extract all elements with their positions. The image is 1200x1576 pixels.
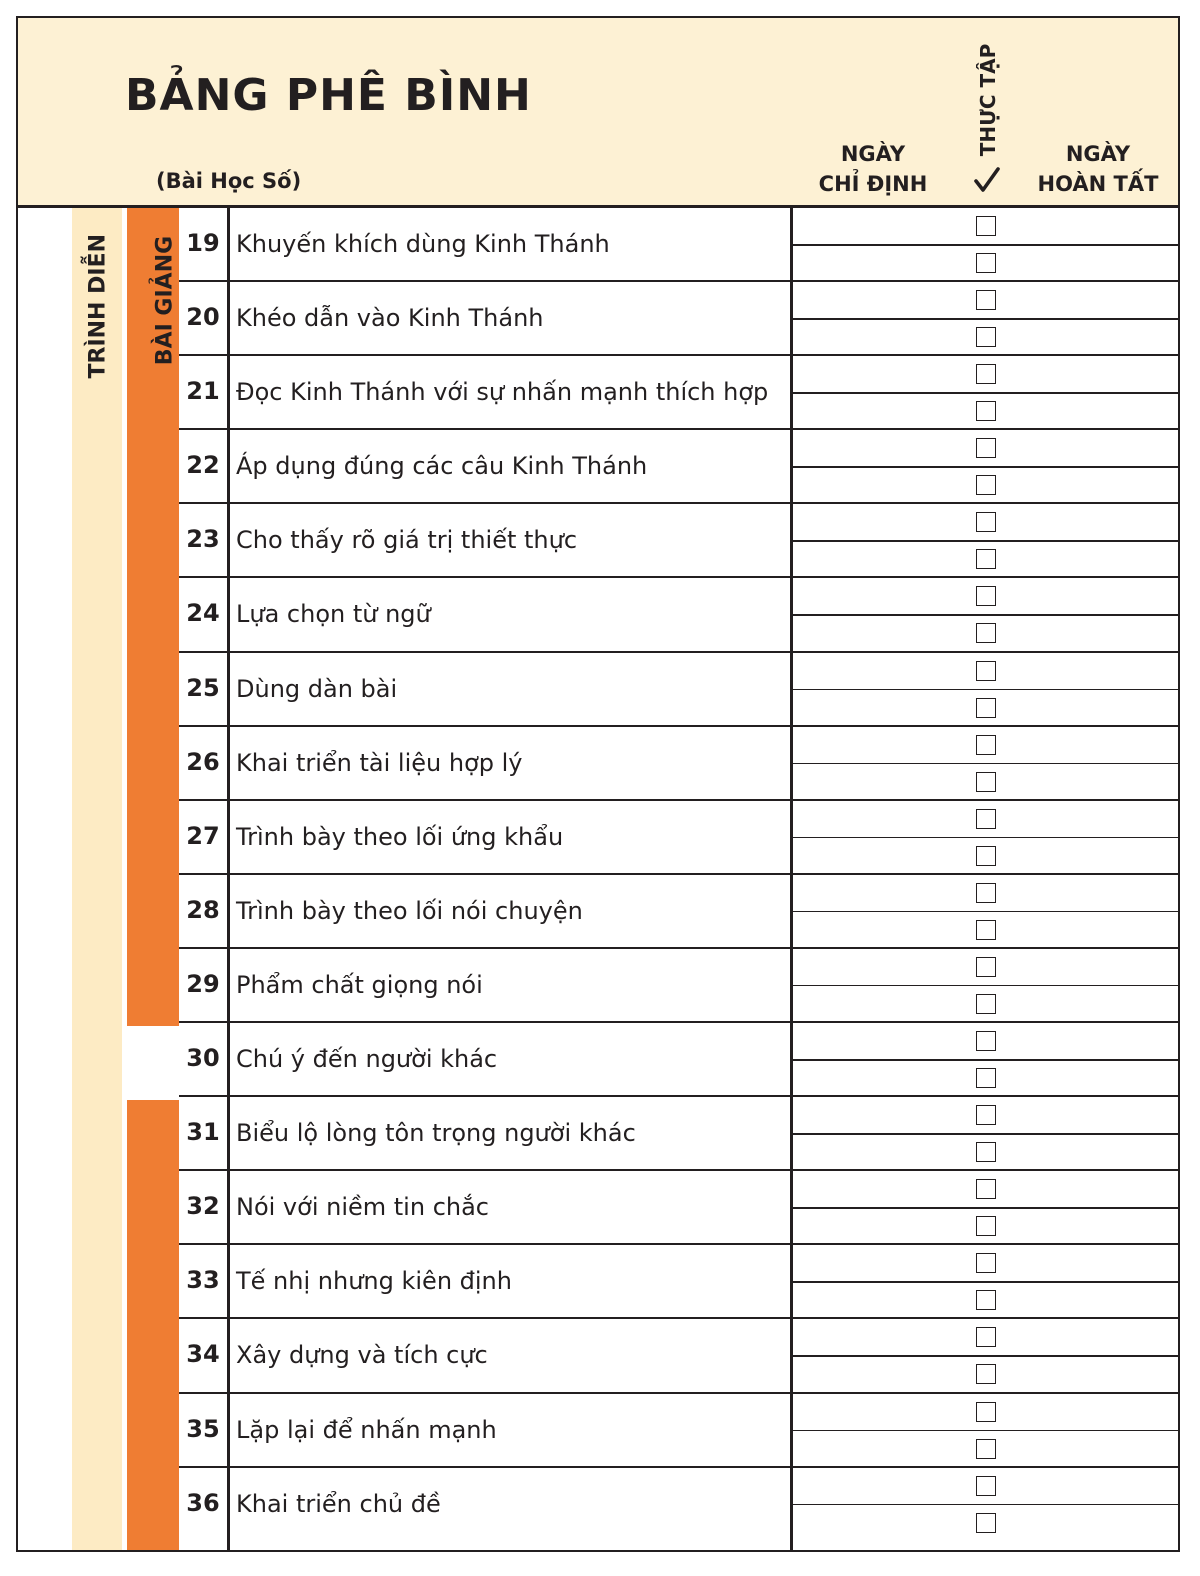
practice-checkbox[interactable] <box>976 1439 996 1459</box>
lesson-row <box>179 1394 1178 1468</box>
practice-checkbox[interactable] <box>976 698 996 718</box>
practice-checkbox[interactable] <box>976 549 996 569</box>
practice-checkbox[interactable] <box>976 1031 996 1051</box>
lesson-title: Lặp lại để nhấn mạnh <box>236 1415 497 1444</box>
practice-checkbox[interactable] <box>976 1253 996 1273</box>
practice-checkbox[interactable] <box>976 401 996 421</box>
lesson-number: 30 <box>186 1044 220 1073</box>
counsel-form <box>16 16 1180 1552</box>
lesson-number: 28 <box>186 895 220 924</box>
practice-checkbox[interactable] <box>976 957 996 977</box>
practice-checkbox[interactable] <box>976 772 996 792</box>
lesson-number: 36 <box>186 1488 220 1517</box>
lesson-number: 21 <box>186 377 220 406</box>
lesson-row <box>179 653 1178 727</box>
date-entry-divider <box>793 1430 1178 1432</box>
date-entry-divider <box>793 1133 1178 1135</box>
practice-checkbox[interactable] <box>976 846 996 866</box>
practice-checkbox[interactable] <box>976 1216 996 1236</box>
practice-checkbox[interactable] <box>976 1327 996 1347</box>
lesson-title: Phẩm chất giọng nói <box>236 970 483 999</box>
lesson-row <box>179 801 1178 875</box>
lesson-row <box>179 208 1178 282</box>
lesson-row <box>179 1097 1178 1171</box>
category-label-talk: BÀI GIẢNG <box>152 235 178 366</box>
lesson-title: Nói với niềm tin chắc <box>236 1193 489 1222</box>
practice-checkbox[interactable] <box>976 994 996 1014</box>
lesson-number: 23 <box>186 525 220 554</box>
column-header-date-assigned-line1: NGÀY <box>840 142 906 166</box>
lesson-title: Cho thấy rõ giá trị thiết thực <box>236 526 578 555</box>
lesson-row <box>179 1171 1178 1245</box>
lesson-number: 25 <box>186 673 220 702</box>
category-band-presentation <box>72 208 122 1550</box>
practice-checkbox[interactable] <box>976 327 996 347</box>
date-entry-divider <box>793 1281 1178 1283</box>
practice-checkbox[interactable] <box>976 1142 996 1162</box>
lesson-title: Áp dụng đúng các câu Kinh Thánh <box>236 452 648 481</box>
lesson-title: Trình bày theo lối ứng khẩu <box>236 822 564 851</box>
date-entry-divider <box>793 837 1178 839</box>
lesson-title: Khai triển chủ đề <box>236 1489 441 1518</box>
lesson-row <box>179 356 1178 430</box>
lesson-number: 26 <box>186 747 220 776</box>
form-header <box>18 18 1178 208</box>
lesson-title: Lựa chọn từ ngữ <box>236 600 431 629</box>
lesson-title: Tế nhị nhưng kiên định <box>236 1267 512 1296</box>
lesson-row <box>179 875 1178 949</box>
lesson-number: 27 <box>186 821 220 850</box>
practice-checkbox[interactable] <box>976 883 996 903</box>
practice-checkbox[interactable] <box>976 735 996 755</box>
column-header-practice-label: THỰC TẬP <box>976 43 1000 157</box>
lesson-number: 31 <box>186 1118 220 1147</box>
date-entry-divider <box>793 763 1178 765</box>
column-header-date-completed <box>1023 139 1173 199</box>
lesson-title: Biểu lộ lòng tôn trọng người khác <box>236 1119 636 1148</box>
lesson-title: Chú ý đến người khác <box>236 1045 498 1074</box>
lesson-row <box>179 949 1178 1023</box>
column-header-date-completed-line1: NGÀY <box>1065 142 1131 166</box>
practice-checkbox[interactable] <box>976 290 996 310</box>
practice-checkbox[interactable] <box>976 364 996 384</box>
practice-checkbox[interactable] <box>976 1105 996 1125</box>
lesson-number: 35 <box>186 1414 220 1443</box>
practice-checkbox[interactable] <box>976 1513 996 1533</box>
lesson-row <box>179 1319 1178 1393</box>
date-entry-divider <box>793 244 1178 246</box>
lesson-row <box>179 1468 1178 1542</box>
practice-checkbox[interactable] <box>976 623 996 643</box>
date-entry-divider <box>793 466 1178 468</box>
lesson-number: 19 <box>186 229 220 257</box>
date-entry-divider <box>793 614 1178 616</box>
lesson-row <box>179 578 1178 652</box>
lesson-number: 33 <box>186 1266 220 1295</box>
practice-checkbox[interactable] <box>976 475 996 495</box>
practice-checkbox[interactable] <box>976 1290 996 1310</box>
practice-checkbox[interactable] <box>976 1068 996 1088</box>
column-header-date-assigned <box>808 139 938 199</box>
lesson-number: 29 <box>186 969 220 998</box>
date-entry-divider <box>793 985 1178 987</box>
lesson-row <box>179 282 1178 356</box>
practice-checkbox[interactable] <box>976 253 996 273</box>
lesson-row <box>179 727 1178 801</box>
date-entry-divider <box>793 1059 1178 1061</box>
lesson-title: Xây dựng và tích cực <box>236 1341 488 1370</box>
practice-checkbox[interactable] <box>976 512 996 532</box>
lesson-title: Khuyến khích dùng Kinh Thánh <box>236 230 610 258</box>
date-entry-divider <box>793 540 1178 542</box>
date-entry-divider <box>793 1207 1178 1209</box>
practice-checkbox[interactable] <box>976 809 996 829</box>
lesson-number: 32 <box>186 1192 220 1221</box>
lesson-row <box>179 1245 1178 1319</box>
practice-checkbox[interactable] <box>976 438 996 458</box>
category-band-talk-lower <box>127 1100 179 1550</box>
lesson-title: Khai triển tài liệu hợp lý <box>236 748 523 777</box>
date-entry-divider <box>793 1355 1178 1357</box>
check-icon <box>973 166 1001 194</box>
column-header-date-completed-line2: HOÀN TẤT <box>1037 172 1159 196</box>
date-entry-divider <box>793 392 1178 394</box>
page-title: BẢNG PHÊ BÌNH <box>125 70 532 121</box>
category-label-presentation: TRÌNH DIỄN <box>85 233 111 379</box>
practice-checkbox[interactable] <box>976 1364 996 1384</box>
date-entry-divider <box>793 689 1178 691</box>
practice-checkbox[interactable] <box>976 1179 996 1199</box>
lesson-title: Dùng dàn bài <box>236 674 398 703</box>
practice-checkbox[interactable] <box>976 1402 996 1422</box>
date-entry-divider <box>793 1504 1178 1506</box>
lesson-title: Khéo dẫn vào Kinh Thánh <box>236 304 544 333</box>
lesson-list <box>179 208 1178 1542</box>
lesson-number: 24 <box>186 599 220 628</box>
date-entry-divider <box>793 911 1178 913</box>
lesson-number: 20 <box>186 303 220 332</box>
lesson-row <box>179 430 1178 504</box>
lesson-number: 22 <box>186 451 220 480</box>
lesson-number: 34 <box>186 1340 220 1369</box>
lesson-title: Trình bày theo lối nói chuyện <box>236 896 583 925</box>
lesson-row <box>179 504 1178 578</box>
column-header-date-assigned-line2: CHỈ ĐỊNH <box>818 172 928 196</box>
date-entry-divider <box>793 318 1178 320</box>
lesson-row <box>179 1023 1178 1097</box>
lesson-title: Đọc Kinh Thánh với sự nhấn mạnh thích hợp <box>236 378 769 407</box>
practice-checkbox[interactable] <box>976 586 996 606</box>
practice-checkbox[interactable] <box>976 216 996 236</box>
lesson-number-caption: (Bài Học Số) <box>156 169 302 193</box>
practice-checkbox[interactable] <box>976 1476 996 1496</box>
practice-checkbox[interactable] <box>976 661 996 681</box>
practice-checkbox[interactable] <box>976 920 996 940</box>
